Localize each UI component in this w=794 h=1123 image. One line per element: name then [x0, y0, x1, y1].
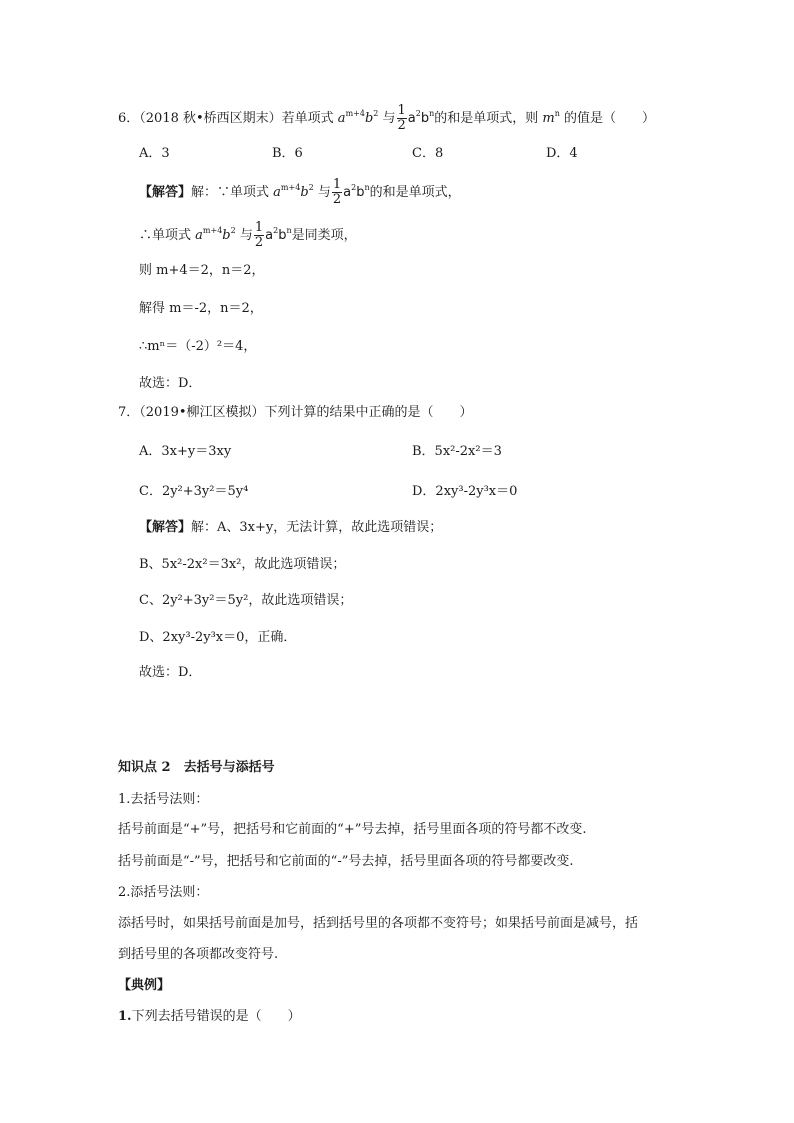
- q7-option-a[interactable]: A．3x+y＝3xy: [139, 444, 232, 459]
- q6-stem: [118, 104, 655, 133]
- fraction-half: [332, 178, 342, 207]
- ask-exp: n: [554, 109, 560, 118]
- answer-l2-a: ∴单项式: [139, 228, 196, 243]
- answer-tag: 【解答】: [139, 185, 192, 200]
- var-a: a: [273, 185, 281, 200]
- mono2-exp-b: n: [429, 109, 435, 118]
- q6-stem-mid: 的和是单项式，则: [434, 111, 543, 126]
- exp-b: 2: [230, 226, 236, 235]
- exp-b: 2: [308, 183, 314, 192]
- frac-num: 1: [254, 220, 264, 235]
- section-p5: 添括号时，如果括号前面是加号，括到括号里的各项都不变符号；如果括号前面是减号，括: [118, 916, 639, 931]
- q6-answer-line1: [139, 178, 461, 207]
- q6-answer-line4: 解得 m＝-2，n＝2，: [139, 301, 263, 316]
- frac-den: 2: [254, 235, 264, 250]
- var-a: a: [337, 111, 346, 126]
- q6-answer-line6: 故选：D．: [139, 376, 202, 391]
- section-title: 知识点 2 去括号与添括号: [118, 760, 275, 775]
- conj: 与: [235, 228, 253, 243]
- q7-answer-line3: C、2y²+3y²＝5y²，故此选项错误；: [139, 593, 353, 608]
- var-b: b: [222, 228, 231, 243]
- answer-l1-a: 解：∵单项式: [191, 185, 274, 200]
- mono2-b: b: [278, 228, 287, 243]
- q7-answer-line2: B、5x²-2x²＝3x²，故此选项错误；: [139, 557, 346, 572]
- q7-option-b[interactable]: B．5x²-2x²＝3: [412, 444, 502, 459]
- section-p1: 1.去括号法则：: [118, 792, 209, 807]
- section-p3: 括号前面是“-”号，把括号和它前面的“-”号去掉，括号里面各项的符号都要改变.: [118, 854, 574, 869]
- mono2-exp-b: n: [364, 183, 370, 192]
- answer-tag: 【解答】: [139, 520, 192, 535]
- var-a: a: [195, 228, 203, 243]
- exp-a: m+4: [202, 226, 223, 235]
- example-1-number: 1.: [118, 1009, 132, 1024]
- mono2-a: a: [343, 185, 352, 200]
- fraction-half: [254, 221, 264, 250]
- section-p4: 2.添括号法则：: [118, 885, 209, 900]
- frac-den: 2: [332, 192, 342, 207]
- var-b: b: [300, 185, 309, 200]
- q7-option-d[interactable]: D．2xy³-2y³x＝0: [412, 484, 518, 499]
- mono2-a: a: [407, 111, 416, 126]
- mono2-exp-a: 2: [415, 109, 421, 118]
- answer-l2-b: 是同类项，: [291, 228, 357, 243]
- exp-a: m+4: [280, 183, 301, 192]
- mono2-b: b: [356, 185, 365, 200]
- q7-answer-line5: 故选：D．: [139, 665, 202, 680]
- q6-stem-end: 的值是（ ）: [559, 111, 656, 126]
- section-p2: 括号前面是“+”号，把括号和它前面的“+”号去掉，括号里面各项的符号都不改变.: [118, 822, 587, 837]
- q7-answer-line4: D、2xy³-2y³x＝0，正确．: [139, 630, 297, 645]
- exp-a: m+4: [345, 109, 365, 118]
- mono2-a: a: [265, 228, 274, 243]
- frac-num: 1: [397, 103, 406, 118]
- mono2-exp-a: 2: [273, 226, 279, 235]
- example-1: [118, 1008, 301, 1026]
- q7-option-c[interactable]: C．2y²+3y²＝5y⁴: [139, 484, 249, 499]
- q6-answer-line3: 则 m+4＝2，n＝2，: [139, 263, 265, 278]
- q6-option-b[interactable]: B．6: [272, 146, 303, 161]
- q6-stem-prefix: 6．（2018 秋•桥西区期末）若单项式: [118, 111, 338, 126]
- example-1-text: 下列去括号错误的是（ ）: [131, 1009, 301, 1024]
- answer-l1-b: 的和是单项式，: [369, 185, 461, 200]
- frac-num: 1: [332, 177, 342, 192]
- frac-den: 2: [397, 118, 406, 133]
- fraction-half: [397, 104, 407, 133]
- conj: 与: [378, 111, 396, 126]
- conj: 与: [313, 185, 331, 200]
- section-p6: 到括号里的各项都改变符号.: [118, 947, 279, 962]
- q6-option-c[interactable]: C．8: [412, 146, 444, 161]
- q6-option-a[interactable]: A．3: [139, 146, 170, 161]
- q7-stem: 7．（2019•柳江区模拟）下列计算的结果中正确的是（ ）: [118, 405, 473, 420]
- q6-answer-line2: [139, 221, 357, 250]
- example-tag: 【典例】: [118, 978, 171, 993]
- q6-option-d[interactable]: D．4: [546, 146, 578, 161]
- answer-l1: 解：A、3x+y，无法计算，故此选项错误；: [191, 520, 443, 535]
- ask-var: m: [542, 111, 555, 126]
- exp-b: 2: [373, 109, 379, 118]
- q6-answer-line5: ∴mⁿ＝（-2）²＝4，: [139, 339, 257, 354]
- q7-answer-line1: [139, 519, 442, 537]
- mono2-exp-b: n: [286, 226, 292, 235]
- mono2-b: b: [420, 111, 430, 126]
- mono2-exp-a: 2: [351, 183, 357, 192]
- var-b: b: [364, 111, 374, 126]
